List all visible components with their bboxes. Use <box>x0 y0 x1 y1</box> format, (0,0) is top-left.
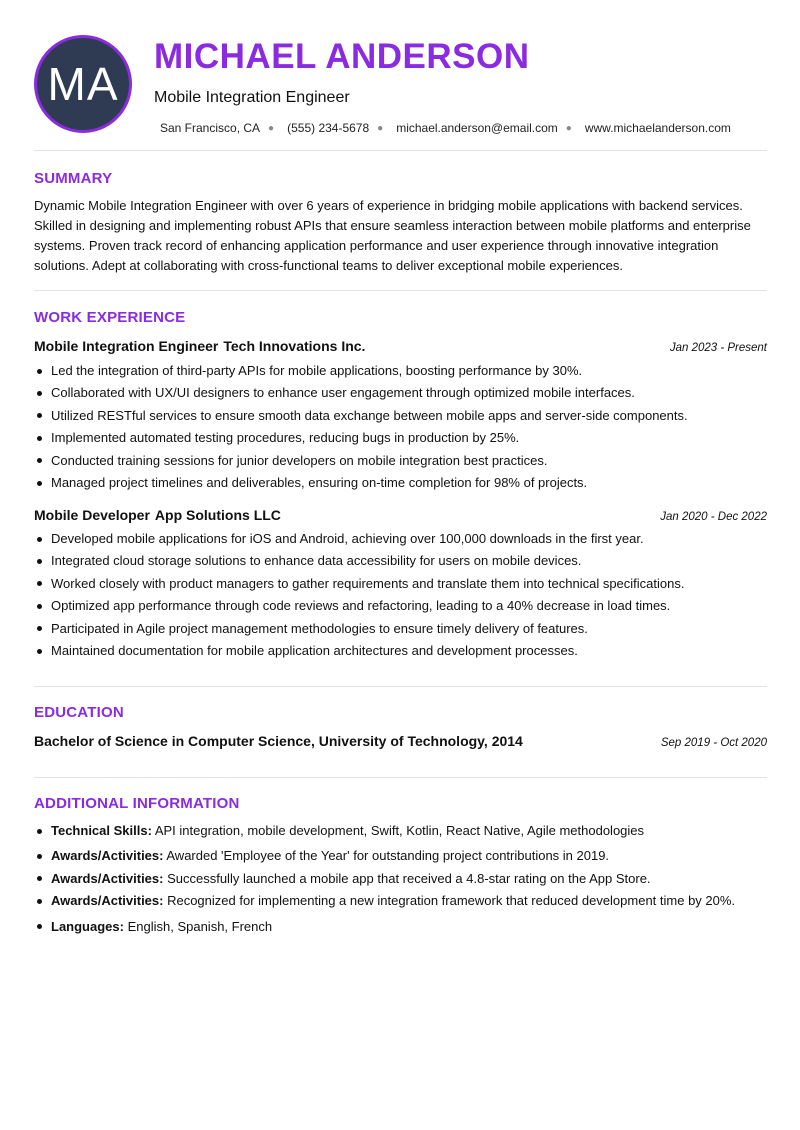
job-header <box>34 507 767 523</box>
job-role: Mobile Developer <box>34 507 150 523</box>
job-title <box>34 507 281 523</box>
divider <box>34 777 767 778</box>
additional-info-list <box>34 820 767 938</box>
contact-email[interactable]: michael.anderson@email.com <box>396 121 558 135</box>
avatar-initials: MA <box>47 58 119 110</box>
summary-heading: SUMMARY <box>34 170 113 187</box>
job-company: Tech Innovations Inc. <box>223 338 366 354</box>
list-item: Managed project timelines and deliverables, ensuring on-time completion for 98% of projects. <box>34 472 767 494</box>
item-label: Awards/Activities: <box>51 870 164 886</box>
education-entry <box>34 733 767 749</box>
list-item <box>34 916 767 938</box>
item-text: Recognized for implementing a new integration framework that reduced development time by 20%. <box>163 893 736 909</box>
education-dates: Sep 2019 - Oct 2020 <box>660 737 767 749</box>
contact-phone: (555) 234-5678 <box>287 121 370 135</box>
divider <box>34 686 767 687</box>
list-item: Integrated cloud storage solutions to enhance data accessibility for users on mobile devices. <box>34 550 767 572</box>
list-item: Led the integration of third-party APIs for mobile applications, boosting performance by 30%. <box>34 360 767 382</box>
summary-text: Dynamic Mobile Integration Engineer with over 6 years of experience in bridging mobile applications with backend services. Skilled in designing and implementing robust APIs that ensure seamless interaction between mobile platforms and enterprise systems. Proven track record of enhancing application performance and user experience through innovative integration solutions. Adept at collaborating with cross-functional teams to deliver exceptional mobile experiences. <box>34 198 751 273</box>
job-bullets <box>34 528 767 662</box>
education-heading: EDUCATION <box>34 704 124 721</box>
work-experience-heading: WORK EXPERIENCE <box>34 309 186 326</box>
list-item: Collaborated with UX/UI designers to enhance user engagement through optimized mobile interfaces. <box>34 382 767 404</box>
divider <box>34 150 767 151</box>
list-item <box>34 845 767 867</box>
separator-dot-icon: ● <box>377 122 384 134</box>
list-item: Optimized app performance through code reviews and refactoring, leading to a 40% decrease in load times. <box>34 595 767 617</box>
job-dates: Jan 2020 - Dec 2022 <box>660 511 767 523</box>
education-degree: Bachelor of Science in Computer Science, University of Technology, 2014 <box>34 733 523 749</box>
list-item <box>34 890 767 912</box>
item-label: Languages: <box>51 918 124 934</box>
list-item: Developed mobile applications for iOS and Android, achieving over 100,000 downloads in the first year. <box>34 528 767 550</box>
list-item: Participated in Agile project management methodologies to ensure timely delivery of features. <box>34 618 767 640</box>
divider <box>34 290 767 291</box>
item-text: Successfully launched a mobile app that received a 4.8-star rating on the App Store. <box>163 870 651 886</box>
list-item: Conducted training sessions for junior developers on mobile integration best practices. <box>34 450 767 472</box>
additional-info-heading: ADDITIONAL INFORMATION <box>34 795 240 812</box>
item-text: API integration, mobile development, Swift, Kotlin, React Native, Agile methodologies <box>151 823 645 838</box>
job-dates: Jan 2023 - Present <box>669 342 767 354</box>
item-text: Awarded 'Employee of the Year' for outstanding project contributions in 2019. <box>163 848 610 864</box>
item-label: Technical Skills: <box>51 823 152 838</box>
item-text: English, Spanish, French <box>123 918 273 934</box>
list-item <box>34 868 767 890</box>
item-label: Awards/Activities: <box>51 893 164 909</box>
separator-dot-icon: ● <box>565 122 572 134</box>
job-header <box>34 338 767 354</box>
job-title <box>34 338 365 354</box>
list-item: Maintained documentation for mobile application architectures and development processes. <box>34 640 767 662</box>
candidate-name: MICHAEL ANDERSON <box>154 37 530 76</box>
job-company: App Solutions LLC <box>154 507 281 523</box>
item-label: Awards/Activities: <box>51 848 164 864</box>
job-role: Mobile Integration Engineer <box>34 338 219 354</box>
job-bullets <box>34 360 767 494</box>
contact-info <box>160 121 731 135</box>
list-item: Implemented automated testing procedures, reducing bugs in production by 25%. <box>34 427 767 449</box>
list-item <box>34 820 767 842</box>
separator-dot-icon: ● <box>268 122 275 134</box>
avatar <box>34 35 132 133</box>
list-item: Utilized RESTful services to ensure smooth data exchange between mobile apps and server-side components. <box>34 405 767 427</box>
list-item: Worked closely with product managers to gather requirements and translate them into technical specifications. <box>34 573 767 595</box>
contact-location: San Francisco, CA <box>160 121 261 135</box>
candidate-headline: Mobile Integration Engineer <box>154 89 350 106</box>
contact-website[interactable]: www.michaelanderson.com <box>584 121 731 135</box>
